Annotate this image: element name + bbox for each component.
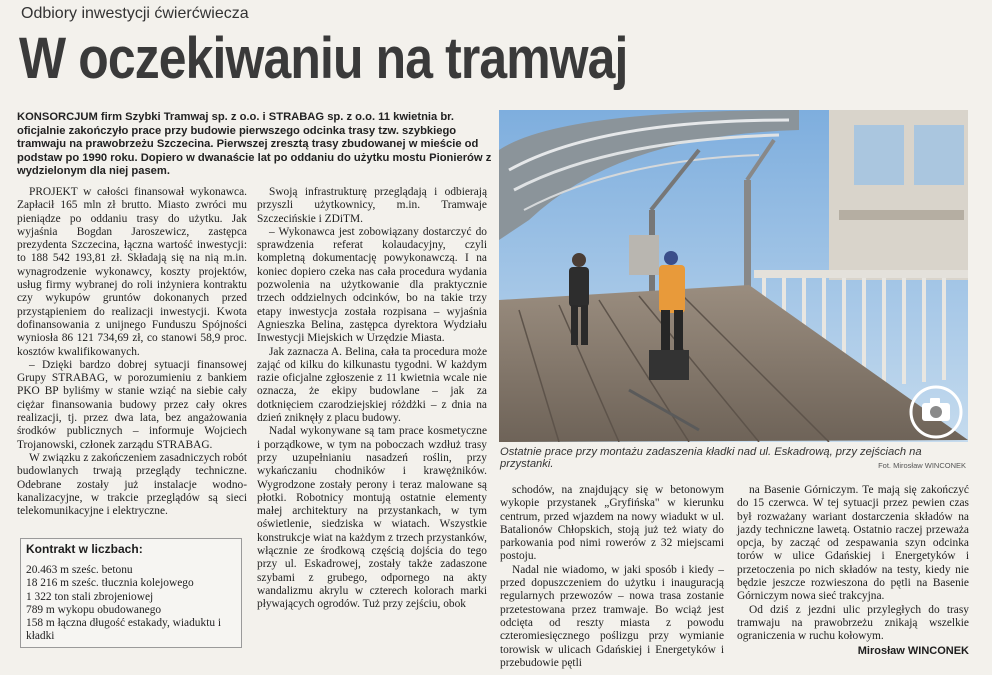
paragraph: schodów, na znajdujący się w betonowym wykopie przystanek „Gryfińska" w kierunku centrum, przed wjazdem na nowy wiadukt w ul. Batalionów Chłopskich, stoją już też wiaty do parkowania pod nimi rowerów z 32 miejscami postoju.: [500, 484, 724, 563]
paragraph: W związku z zakończeniem zasadniczych robót budowlanych trwają przeglądy techniczne. Odebrane zostały już instalacje wodno-kanalizacyjne, w trakcie przeglądów są sieci telekomunikacyjne i elektryczne.: [17, 451, 247, 518]
photo-caption: Ostatnie prace przy montażu zadaszenia kładki nad ul. Eskadrową, przy zejściach na przystanki.: [500, 446, 922, 470]
text-column-3: [500, 484, 724, 670]
lead-text: firm Szybki Tramwaj sp. z o.o. i STRABAG sp. z o.o. 11 kwietnia br. oficjalnie zakończyło prace przy budowie pierwszego odcinka trasy tzw. szybkiego tramwaju na prawobrzeżu Szczecina. Pierwszej zresztą trasy zbudowanej w mieście od podstaw po 1990 roku. Dopiero w dwanaście lat po oddaniu do użytku mostu Pionierów z wydzielonym dla niej pasem.: [17, 111, 492, 177]
box-line: 18 216 m sześc. tłucznia kolejowego: [26, 577, 194, 590]
article-photo: [499, 110, 968, 442]
box-line: 789 m wykopu obudowanego: [26, 603, 162, 616]
photo-credit: Fot. Mirosław WINCONEK: [878, 461, 966, 470]
paragraph: Nadal wykonywane są tam prace kosmetyczne i porządkowe, w tym na poboczach wzdłuż trasy przy uzupełnianiu nasadzeń roślin, przy wykańczaniu chodników i krawężników. Wygrodzone zostały perony i teraz malowane są płotki. Robotnicy montują ostatnie elementy małej architektury na przystankach, w tym oświetlenie, siedziska w wiatach. Wszystkie konstrukcje wiat na każdym z trzech przystanków, włącznie ze środkową częścią dojścia do tego przy ul. Eskadrowej, zostały także zadaszone szybami z grubego, odpornego na akty wandalizmu akrylu w czterech kolorach marki pływających ogrodów. Tuż przy zejściu, obok: [257, 425, 487, 611]
article-author: Mirosław WINCONEK: [857, 644, 969, 657]
paragraph: Nadal nie wiadomo, w jaki sposób i kiedy – przed dopuszczeniem do użytku i inauguracją regularnych przewozów – nowa trasa zostanie przetestowana przez tramwaje. Bo wciąż jest odcięta od reszty miasta z powodu czteromiesięcznego poślizgu przy wymianie torowisk w ulicach Gdańskiej i Energetyków i przebudowie pętli: [500, 563, 724, 669]
paragraph: Swoją infrastrukturę przeglądają i odbierają przyszli użytkownicy, m.in. Tramwaje Szczecińskie i ZDiTM.: [257, 186, 487, 225]
contract-figures-box: [20, 538, 242, 648]
box-line: 1 322 ton stali zbrojeniowej: [26, 590, 154, 603]
text-column-4: [737, 484, 969, 658]
paragraph: – Wykonawca jest zobowiązany dostarczyć do sprawdzenia referat kolaudacyjny, czyli kompletną dokumentację powykonawczą. I na koniec dopiero czeka nas cała procedura wydania pozwolenia na użytkowanie dla praktycznie trzech oddzielnych odcinków, bo na takie trzy etapy inwestycja została rozpisana – wyjaśnia Agnieszka Belina, zastępca dyrektora Wydziału Inwestycji Miejskich w Urzędzie Miasta.: [257, 225, 487, 345]
box-line: 20.463 m sześc. betonu: [26, 564, 133, 577]
paragraph: – Dzięki bardzo dobrej sytuacji finansowej Grupy STRABAG, w porozumieniu z bankiem PKO BP byliśmy w stanie wziąć na siebie cały ciężar finansowania budowy przez cały okres realizacji, tj. przez dwa lata, bez angażowania środków publicznych – informuje Wojciech Trojanowski, członek zarządu STRABAG.: [17, 358, 247, 451]
photo-illustration: [499, 110, 968, 442]
paragraph: Jak zaznacza A. Belina, cała ta procedura może zająć od kilku do kilkunastu tygodni. W każdym razie oficjalne zgłoszenie z 11 kwietnia wcale nie oznacza, że ekipy budowlane – jak za dotknięciem czarodziejskiej różdżki – z dnia na dzień zniknęły z placu budowy.: [257, 345, 487, 425]
section-kicker: Odbiory inwestycji ćwierćwiecza: [21, 5, 249, 22]
text-column-1: [17, 186, 247, 518]
text-column-2: [257, 186, 487, 612]
lead-intro: KONSORCJUM: [17, 111, 98, 123]
paragraph: PROJEKT w całości finansował wykonawca. Zapłacił 165 mln zł brutto. Miasto zwróci mu pieniądze po oddaniu trasy do użytku. Jak wyjaśnia Bogdan Jaroszewicz, zastępca prezydenta Szczecina, łączna wartość inwestycji: to 188 542 193,81 zł. Składają się na nią m.in. wynagrodzenie wykonawcy, koszty projektów, usług firmy wybranej do roli inżyniera kontraktu czy wykupów gruntów dokonanych przed przystąpieniem do realizacji inwestycji. Kwota dofinansowania z unijnego Funduszu Spójności wyniosła 86 121 734,69 zł, co stanowi 58,9 proc. kosztów kwalifikowanych.: [17, 186, 247, 358]
box-line: 158 m łączna długość estakady, wiaduktu i kładki: [26, 617, 222, 643]
article-headline: W oczekiwaniu na tramwaj: [19, 26, 628, 91]
box-title: Kontrakt w liczbach:: [26, 542, 143, 556]
article-lead: [17, 111, 493, 179]
paragraph: Od dziś z jezdni ulic przyległych do trasy tramwaju na prawobrzeżu znikają wszelkie ograniczenia w ruchu kołowym.: [737, 603, 969, 643]
paragraph: na Basenie Górniczym. Te mają się zakończyć do 15 czerwca. W tej sytuacji przez pewien czas był rozważany wariant dostarczenia składów na jazdy techniczne lawetą. Ostatnio raczej przeważa opcja, by zacząć od zespawania szyn odcinka torów w ulice Gdańskiej i Energetyków i przetoczenia po nich składów na testy, kiedy nie będzie jeszcze rozwieszona do pętli na Basenie Górniczym nowa sieć trakcyjna.: [737, 484, 969, 603]
